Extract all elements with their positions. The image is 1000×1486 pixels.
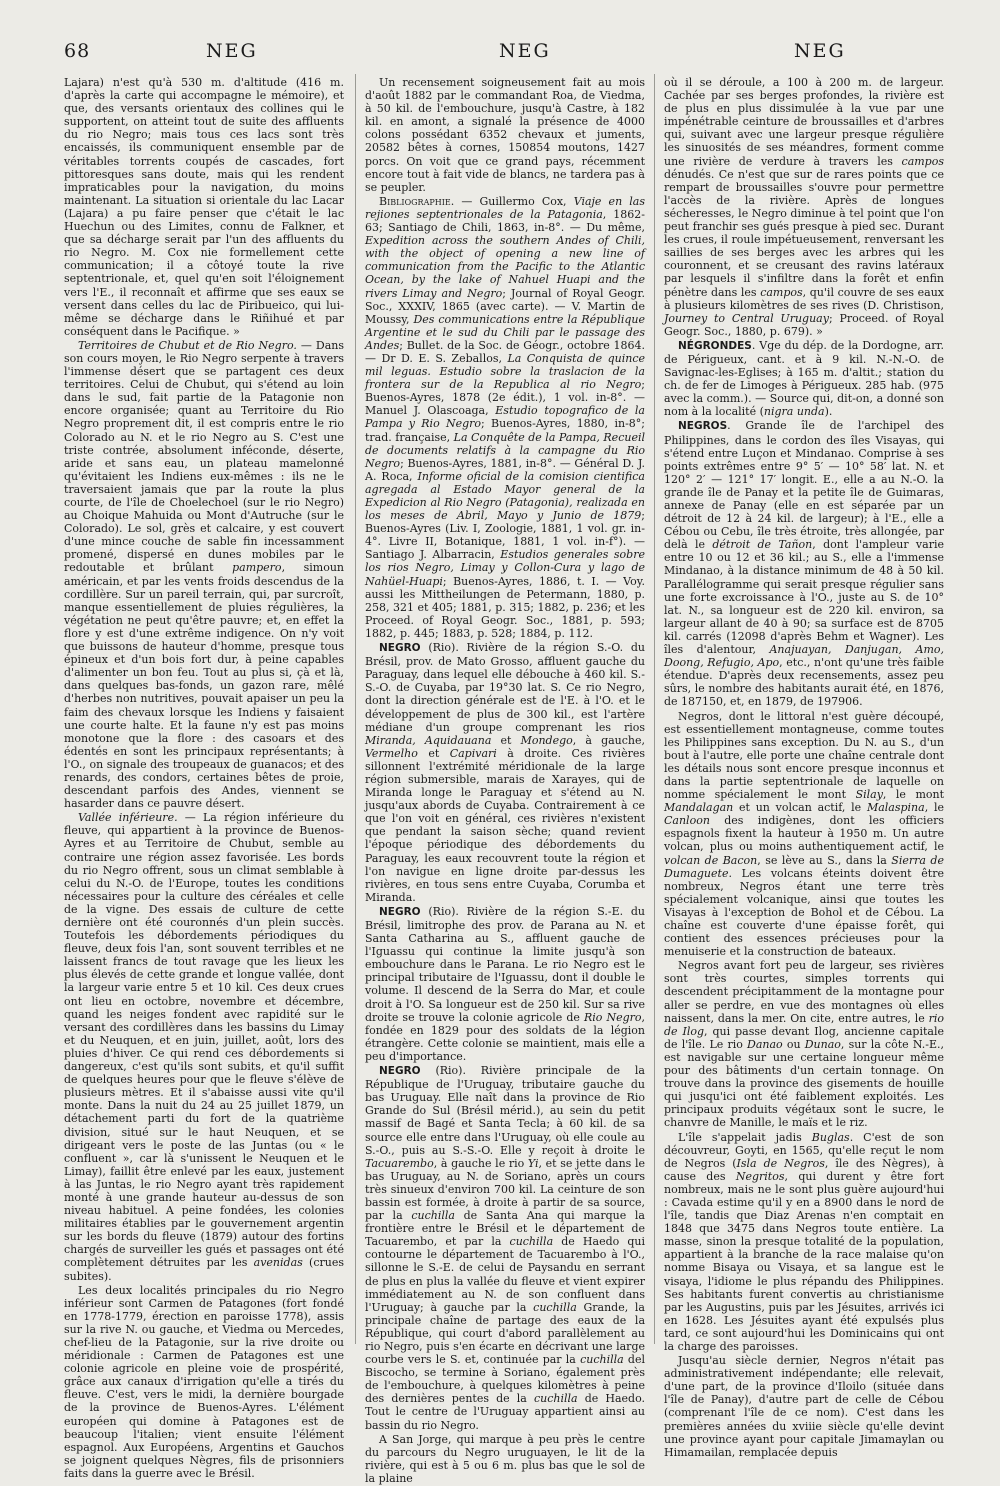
text-run: de Haedo. Tout le centre de l'Uruguay appartient ainsi au bassin du rio Negro. (365, 1392, 645, 1432)
text-paragraph (365, 641, 645, 904)
italic-run: Isla de Negros (736, 1156, 825, 1170)
text-run: , à gauche, (572, 733, 646, 747)
text-run: (Rio). Rivière de la région S.-E. du Brésil, limitrophe des prov. de Parana au N. et Santa Catharina au S., affluent gauche de l'Iguassu qui continue la limite jusqu'à son embouchure dans le Parana. Le rio Negro est le principal tributaire de l'Iguassu, dont il double le volume. Il descend de la Serra do Mar, et coule droit à l'O. Sa longueur est de 250 kil. Sur sa rive droite se trouve la colonie agricole de (365, 904, 645, 1024)
text-paragraph (64, 339, 344, 810)
italic-run: cuchilla (533, 1392, 578, 1406)
entry-headword: NEGROS (678, 420, 728, 433)
italic-run: Canloon (664, 814, 710, 828)
text-run: , et se jette dans le bas Uruguay, au N. de Soriano, après un cours très sinueux d'environ 700 kil. La ceinture de son bassin est formée, à droite à partir de sa source, par la (365, 1156, 645, 1223)
italic-run: Malaspina (866, 801, 925, 815)
italic-run: Viaje en las rejiones septentrionales de la Patagonia (365, 194, 645, 221)
italic-run: Capivari (449, 746, 497, 760)
text-run: où il se déroule, a 100 à 200 m. de largeur. Cachée par ses berges profondes, la rivière est de plus en plus dissimulée à la vue par une impénétrable ceinture de broussailles et d'arbres qui, suivant avec une largeur presque régulière les sinuosités de ses méandres, forment comme une rivière de verdure à travers les (664, 76, 944, 168)
text-paragraph (64, 76, 344, 338)
italic-run: Sierra de Dumaguete (664, 853, 944, 880)
column-divider (355, 74, 356, 1344)
text-run: de Santa Ana qui marque la frontière entre le Brésil et le département de Tacuarembo, et par la (365, 1209, 645, 1249)
running-head-right: NEG (794, 40, 846, 62)
text-run: ; Bullet. de la Soc. de Géogr., octobre 1864. — Dr D. E. S. Zeballos, (365, 338, 645, 365)
text-run: dénudés. Ce n'est que sur de rares points que ce rempart de broussailles s'ouvre pour permettre l'accès de la rivière. Après de longues sécheresses, le Negro diminue à tel point que l'on peut franchir ses gués presque à pied sec. Durant les crues, il roule impétueusement, renversant les saillies de ses berges avec les arbres qui les couronnent, et se creusant des ravins latéraux par lesquels il s'infiltre dans la forêt et enfin pénètre dans les (664, 167, 944, 299)
text-run: . — Guillermo Cox, (450, 194, 574, 208)
italic-run: cuchilla (509, 1235, 554, 1249)
text-run: del Biscocho, se termine à Soriano, également près de l'embouchure, à quelques kilomètres à peine des dernières pentes de la (365, 1353, 645, 1406)
text-paragraph (664, 76, 944, 338)
text-run: ou (782, 1037, 805, 1051)
text-run: (Rio). Rivière principale de la République de l'Uruguay, tributaire gauche du bas Uruguay. Elle naît dans la province de Rio Grande do Sul (Brésil mérid.), au sein du petit massif de Bagé et Santa Tecla; à 60 kil. de sa source elle entre dans l'Uruguay, où elle coule au S.-O., puis au S.-S.-O. Elle y reçoit à droite le (365, 1064, 645, 1157)
text-run: Negros avant fort peu de largeur, ses rivières sont très courtes, simples torrents qui descendent précipitamment de la montagne pour aller se perdre, en vue des montagnes où elles naissent, dans la mer. On cite, entre autres, le (664, 959, 944, 1025)
italic-run: nigra unda (763, 405, 825, 419)
italic-run: avenidas (253, 1256, 303, 1270)
page-number: 68 (64, 40, 91, 62)
text-paragraph (664, 1131, 944, 1354)
italic-run: Informe oficial de la comision cientifica agregada al Estado Mayor general de la Expedicion al Rio Negro (Patagonia), realizada en los meses de Abril, Mayo y Junio de 1879 (365, 469, 645, 523)
italic-run: Yi (527, 1156, 539, 1170)
text-paragraph (365, 905, 645, 1063)
text-run: à droite. Ces rivières sillonnent l'extrémité méridionale de la large région submersible, marais de Xarayes, qui de Miranda longe le Paraguay et s'étend au N. jusqu'aux abords de Cuyaba. Contrairement à ce que l'on voit en général, ces rivières n'existent que pendant la saison sèche; quand revient l'époque périodique des débordements du Paraguay, les eaux recouvrent toute la région et l'on navigue en ligne droite par-dessus les rivières, en tous sens entre Cuyaba, Corumba et Miranda. (365, 746, 645, 904)
text-run: , fondée en 1829 pour des soldats de la légion étrangère. Cette colonie se maintient, mais elle a peu d'importance. (365, 1010, 645, 1063)
text-run: des indigènes, dont les officiers espagnols fixent la hauteur à 1950 m. Un autre volcan, plus ou moins authentiquement actif, le (664, 814, 944, 854)
text-run: , île des Nègres), à cause des (664, 1156, 944, 1183)
italic-run: campos (901, 154, 944, 168)
italic-run: Estudio topografico de la Pampa y Rio Negro (365, 404, 645, 431)
text-run: ). (824, 405, 833, 419)
text-run: (crues subites). (64, 1256, 344, 1283)
italic-run: volcan de Bacon (664, 853, 758, 867)
text-run: ; Proceed. of Royal Geogr. Soc., 1880, p. 679). » (664, 311, 944, 338)
italic-run: Miranda, Aquidauana (365, 733, 492, 747)
italic-run: Tacuarembo (365, 1156, 434, 1170)
text-run: Lajara) n'est qu'à 530 m. d'altitude (416 m. d'après la carte qui accompagne le mémoire), et que, des versants orientaux des collines qui le supportent, on atteint tout de suite des affluents du rio Negro; mais tous ces lacs sont très encaissés, ils communiquent ensemble par de véritables torrents coupés de cascades, fort pittoresques sans doute, mais qui les rendent impraticables pour la navigation, du moins maintenant. La situation si orientale du lac Lacar (Lajara) a pu faire penser que c'était le lac Huechun ou des Limites, connu de Falkner, et que sa décharge serait par l'un des affluents du rio Negro. M. Cox nie formellement cette communication; il a côtoyé toute la rive septentrionale, et, quel qu'en soit l'éloignement vers l'E., il reconnaît et affirme que ses eaux se versent dans celles du lac de Piribueico, qui lui-même se décharge dans le Riñihué et par conséquent dans le Pacifique. » (64, 76, 344, 338)
text-run: ; Journal of Royal Geogr. Soc., XXXIV, 1865 (avec carte). — V. Martin de Moussy, (365, 286, 645, 326)
text-paragraph (664, 339, 944, 419)
italic-run: Vallée inférieure. (78, 811, 178, 825)
italic-run: Mondego (520, 733, 573, 747)
text-run: , etc., n'ont qu'une très faible étendue. D'après deux recensements, assez peu sûrs, le nombre des habitants aurait été, en 1876, de 187150, et, en 1879, de 197906. (664, 656, 944, 709)
text-run: de Haedo qui contourne le département de Tacuarembo à l'O., sillonne le S.-E. de celui de Paysandu en serrant de plus en plus la vallée du fleuve et vient expirer immédiatement au N. de son confluent dans l'Uruguay; à gauche par la (365, 1235, 645, 1314)
italic-run: Estudios generales sobre los rios Negro, Limay y Collon-Cura y lago de Nahüel-Huapi (365, 548, 645, 588)
italic-run: Danao (747, 1037, 783, 1051)
text-run: Un recensement soigneusement fait au mois d'août 1882 par le commandant Roa, de Viedma, à 50 kil. de l'embouchure, jusqu'à Castre, à 182 kil. en amont, a signalé la présence de 4000 colons possédant 6352 chevaux et juments, 20582 bêtes à cornes, 150854 moutons, 1427 porcs. On voit que ce grand pays, récemment encore tout à fait vide de blancs, ne tardera pas à se peupler. (365, 76, 645, 194)
section-label: Bibliographie (379, 194, 451, 208)
text-run: , qu'il couvre de ses eaux à plusieurs kilomètres de ses rives (D. Christison, (664, 285, 944, 312)
text-paragraph (64, 811, 344, 1282)
text-paragraph (664, 959, 944, 1129)
text-run: , le (924, 801, 944, 815)
italic-run: détroit de Tañon (712, 538, 813, 552)
entry-headword: NEGRO (379, 642, 421, 655)
italic-run: Vermelho (365, 746, 418, 760)
italic-run: cuchilla (533, 1300, 577, 1314)
text-run: ; Buenos-Ayres, 1880, in-8°; trad. française, (365, 417, 645, 444)
running-head (64, 40, 944, 70)
text-paragraph (365, 1433, 645, 1485)
text-run: et un volcan actif, le (733, 801, 867, 815)
text-run: ; Buenos-Ayres, 1886, t. I. — Voy. aussi les Mittheilungen de Petermann, 1880, p. 258, 321 et 405; 1881, p. 315; 1882, p. 236; et les Proceed. of Royal Geogr. Soc., 1881, p. 593; 1882, p. 445; 1883, p. 528; 1884, p. 112. (365, 574, 645, 640)
italic-run: cuchilla (411, 1209, 455, 1223)
text-run: . C'est de son découvreur, Goyti, en 1565, qu'elle reçut le nom de Negros ( (664, 1130, 944, 1170)
italic-run: Mandalagan (664, 801, 734, 815)
text-run: Les deux localités principales du rio Negro inférieur sont Carmen de Patagones (fort fondé en 1778-1779, érection en paroisse 1778), assis sur la rive N. ou gauche, et Viedma ou Mercedes, chef-lieu de la Patagonie, sur la rive droite ou méridionale : Carmen de Patagones est une colonie agricole en pleine voie de prospérité, grâce aux canaux d'irrigation qu'elle a tirés du fleuve. C'est, vers le midi, la dernière bourgade de la province de Buenos-Ayres. L'élément européen qui domine à Patagones est de beaucoup l'italien; vient ensuite l'élément espagnol. Aux Européens, Argentins et Gauchos se joignent quelques Nègres, fils de prisonniers faits dans la guerre avec le Brésil. (64, 1283, 344, 1480)
text-run: . Grande île de l'archipel des Philippines, dans le cordon des îles Visayas, qui s'étend entre Luçon et Mindanao. Comprise à ses points extrêmes entre 9° 5′ — 10° 58′ lat. N. et 120° 2′ — 121° 17′ longit. E., elle a au N.-O. la grande île de Panay et la petite île de Guimaras, annexe de Panay (elle en est séparée par un détroit de 12 à 24 kil. de largeur); à l'E., elle a Cébou ou Cebu, île très étroite, très allongée, par delà le (664, 419, 944, 552)
text-paragraph (365, 76, 645, 194)
text-paragraph (365, 195, 645, 640)
text-run: et (491, 733, 521, 747)
text-run: , qui durent y être fort nombreux, mais ne le sont plus guère aujourd'hui : Cavada estime qu'il y en a 8900 dans le nord de l'île, tandis que Diaz Arenas n'en comptait en 1848 que 3475 dans Negros toute entière. La masse, sinon la presque totalité de la population, appartient à la branche de la race malaise qu'on nomme Bisaya ou Visaya, et sa langue est le visaya, l'idiome le plus répandu des Philippines. Ses habitants furent convertis au christianisme par les Augustins, puis par les Jésuites, arrivés ici en 1628. Les Jésuites ayant été expulsés plus tard, ce sont aujourd'hui les Dominicains qui ont la charge des paroisses. (664, 1169, 944, 1353)
text-run: — Dans son cours moyen, le Rio Negro serpente à travers l'immense désert que se partagent ces deux territoires. Celui de Chubut, qui s'étend au loin dans le sud, fait partie de la Patagonie non encore organisée; quant au Territoire du Rio Negro proprement dit, il est compris entre le rio Colorado au N. et le rio Negro au S. C'est une triste contrée, absolument inféconde, déserte, aride et sans eau, un plateau mamelonné qu'évitaient les Indiens eux-mêmes : ils ne le traversaient jamais que par la route la plus courte, de l'île de Choelechoel (sur le rio Negro) au Choique Mahuida ou Mont d'Autruche (sur le Colorado). Le sol, grès et calcaire, y est couvert d'une mince couche de sable fin incessamment promené, dispersé en dunes mobiles par le redoutable et brûlant (64, 338, 344, 575)
text-run: ; Buenos-Ayres (Liv. I, Zoologie, 1881, 1 vol. gr. in-4°. Livre II, Botanique, 1881, 1 vol. in-f°). — Santiago J. Albarracin, (365, 509, 645, 562)
italic-run: Dunao (804, 1037, 841, 1051)
text-run: (Rio). Rivière de la région S.-O. du Brésil, prov. de Mato Grosso, affluent gauche du Paraguay, dans lequel elle débouche à 460 kil. S.-S.-O. de Cuyaba, par 19°30 lat. S. Ce rio Negro, dont la direction générale est de l'E. à l'O. et le développement de plus de 300 kil., est l'artère médiane d'un groupe comprenant les rios (365, 641, 645, 734)
italic-run: Anajuayan, Danjugan, Amo, Doong, Refugio, Apo (664, 643, 944, 670)
text-paragraph (664, 1354, 944, 1459)
text-run: , qui passe devant Ilog, ancienne capitale de l'île. Le rio (664, 1024, 944, 1051)
text-run: , 1862-63; Santiago de Chili, 1863, in-8°. — Du même, (365, 207, 645, 235)
italic-run: pampero (232, 561, 282, 575)
italic-run: rio de Ilog (664, 1011, 944, 1038)
italic-run: Territoires de Chubut et de Rio Negro. (78, 338, 297, 352)
column-divider (654, 74, 655, 1344)
italic-run: campos (760, 285, 803, 299)
italic-run: Des communications entre la République Argentine et le sud du Chili par le passage des Andes (365, 312, 645, 352)
text-run: L'île s'appelait jadis (678, 1130, 812, 1144)
text-paragraph (664, 710, 944, 959)
text-run: , le mont (882, 788, 944, 802)
italic-run: La Conquista de quince mil leguas. Estudio sobre la traslacion de la frontera sur de la Republica al rio Negro (365, 351, 645, 392)
text-run: . Les volcans éteints doivent être nombreux, Negros étant une terre très spécialement volcanique, ainsi que toutes les Visayas à l'exception de Bohol et de Cébou. La chaîne est couverte d'une épaisse forêt, qui contient des essences précieuses pour la menuiserie et la construction de bateaux. (664, 866, 944, 959)
entry-headword: NÉGRONDES (678, 339, 752, 352)
italic-run: Journey to Central Uruguay (664, 311, 829, 325)
italic-run: Silay (855, 788, 883, 802)
entry-headword: NEGRO (379, 1065, 421, 1078)
text-paragraph (64, 1284, 344, 1480)
text-run: Jusqu'au siècle dernier, Negros n'était pas administrativement indépendante; elle relevait, d'une part, de la province d'Iloilo (située dans l'île de Panay), d'autre part de celle de Cébou (comprenant l'île de ce nom). C'est dans les premières années du xviiie siècle qu'elle devint une province ayant pour capitale Jimamaylan ou Himamailan, remplacée depuis (664, 1354, 944, 1459)
text-run: Grande, la principale chaîne de partage des eaux de la République, qui court d'abord parallèlement au rio Negro, puis s'en écarte en décrivant une large courbe vers le S. et, continuée par la (365, 1300, 645, 1367)
text-run: , à gauche le rio (433, 1156, 528, 1170)
italic-run: Expedition across the southern Andes of Chili, with the object of opening a new line of communication from the Pacific to the Atlantic Ocean, by the lake of Nahuel Huapi and the rivers Limay and Negro (365, 234, 645, 300)
text-column-1 (64, 76, 344, 1481)
text-run: , se lève au S., dans la (757, 853, 892, 867)
text-column-2 (365, 76, 645, 1486)
text-run: , simoun américain, et par les vents froids descendus de la cordillère. Sur un pareil terrain, qui, par surcroît, manque essentiellement de pluies régulières, la végétation ne peut qu'être pauvre; et, en effet la flore y est d'une extrême indigence. On n'y voit que buissons de hauteur d'homme, presque tous épineux et d'un bois fort dur, à peine capables d'alimenter un bon feu. Tout au plus si, çà et là, dans quelques bas-fonds, un gazon rare, mêlé d'herbes non nutritives, pouvait apaiser un peu la faim des chevaux lorsque les Indiens y faisaient une courte halte. Et la faune n'y est pas moins monotone que la flore : des casoars et des édentés en sont les principaux représentants; à l'O., on signale des troupeaux de guanacos; et des renards, des condors, certaines bêtes de proie, descendant parfois des Andes, viennent se hasarder dans ce pauvre désert. (64, 561, 344, 811)
text-column-3 (664, 76, 944, 1460)
italic-run: cuchilla (580, 1353, 624, 1367)
italic-run: La Conquête de la Pampa, Recueil de documents relatifs à la campagne du Rio Negro (365, 430, 645, 470)
text-run: Negros, dont le littoral n'est guère découpé, est essentiellement montagneuse, comme toutes les Philippines sans exception. Du N. au S., d'un bout à l'autre, elle porte une chaîne centrale dont les détails nous sont encore presque inconnus et dans la partie septentrionale de laquelle on nomme spécialement le mont (664, 709, 944, 802)
running-head-left: NEG (206, 40, 258, 62)
italic-run: Rio Negro (583, 1010, 642, 1024)
italic-run: Buglas (811, 1130, 850, 1144)
text-run: ; Buenos-Ayres, 1881, in-8°. — Général D. J. A. Roca, (365, 456, 645, 483)
text-paragraph (664, 419, 944, 708)
text-run: ; Buenos-Ayres, 1878 (2e édit.), 1 vol. in-8°. — Manuel J. Olascoaga, (365, 378, 645, 418)
text-run: , sur la côte N.-E., est navigable sur une certaine longueur même pour des bâtiments d'un certain tonnage. On trouve dans la province des gisements de houille qui jusqu'ici ont été faiblement exploités. Les principaux produits végétaux sont le sucre, le chanvre de Manille, le maïs et le riz. (664, 1037, 945, 1130)
text-run: . Vge du dép. de la Dordogne, arr. de Périgueux, cant. et à 9 kil. N.-N.-O. de Savignac-les-Eglises; à 165 m. d'altit.; station du ch. de fer de Limoges à Périgueux. 285 hab. (975 avec la comm.). — Source qui, dit-on, a donné son nom à la localité ( (664, 338, 944, 419)
running-head-center: NEG (499, 40, 551, 62)
text-paragraph (365, 1064, 645, 1432)
text-run: , dont l'ampleur varie entre 10 ou 12 et 36 kil.; au S., elle a l'immense Mindanao, à la distance minimum de 48 à 50 kil. Parallélogramme qui serait presque régulier sans une forte excroissance à l'O., juste au S. de 10° lat. N., sa longueur est de 220 kil. environ, sa largeur allant de 40 à 90; sa surface est de 8705 kil. carrés (12098 d'après Behm et Wagner). Les îles d'alentour, (664, 538, 944, 657)
text-run: A San Jorge, qui marque à peu près le centre du parcours du Negro uruguayen, le lit de la rivière, qui est à 5 ou 6 m. plus bas que le sol de la plaine (365, 1432, 645, 1485)
text-run: et (417, 746, 450, 760)
text-run: — La région inférieure du fleuve, qui appartient à la province de Buenos-Ayres et au Territoire de Chubut, semble au contraire une région assez favorisée. Les bords du rio Negro offrent, sous un climat semblable à celui du N.-O. de l'Europe, toutes les conditions nécessaires pour la culture des céréales et celle de la vigne. Des essais de culture de cette dernière ont été couronnés d'un plein succès. Toutefois les débordements périodiques du fleuve, deux fois l'an, sont souvent terribles et ne laissent francs de tout ravage que les lieux les plus élevés de cette grande et longue vallée, dont la largeur varie entre 5 et 10 kil. Ces deux crues ont lieu en octobre, novembre et décembre, quand les neiges fondent avec rapidité sur le versant des cordillères dans les bassins du Limay et du Neuquen, et en juin, juillet, août, lors des pluies d'hiver. Ce qui rend ces débordements si dangereux, c'est qu'ils sont subits, et qu'il suffit de quelques heures pour que le fleuve s'élève de plusieurs mètres. Et il s'abaisse aussi vite qu'il monte. Dans la nuit du 24 au 25 juillet 1879, un détachement parti du fort de la quatrième division, situé sur le haut Neuquen, et se dirigeant vers le poste de las Juntas (ou « le confluent », car là s'unissent le Neuquen et le Limay), faillit être enlevé par les eaux, justement à las Juntas, le rio Negro ayant très rapidement monté à une grande hauteur au-dessus de son niveau habituel. A peine fondées, les colonies militaires établies par le gouvernement argentin sur les bords du fleuve (1879) autour des fortins chargés de surveiller les gués et passages ont été complètement détruites par les (64, 811, 344, 1270)
entry-headword: NEGRO (379, 905, 421, 918)
italic-run: Negritos (735, 1169, 785, 1183)
